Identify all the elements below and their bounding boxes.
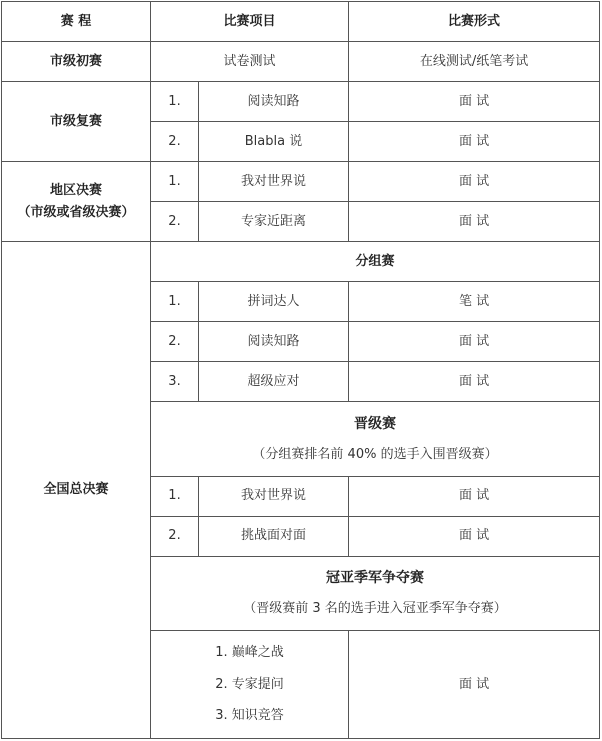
championship-format: 面 试 [349,630,600,738]
championship-stage-title: 冠亚季军争夺赛 [326,570,424,586]
row-item: 我对世界说 [199,162,349,202]
row-number: 2. [151,122,199,162]
row-item: 阅读知路 [199,82,349,122]
row-item: 挑战面对面 [199,516,349,556]
championship-items [151,630,349,738]
championship-stage-note: （晋级赛前 3 名的选手进入冠亚季军争夺赛） [243,600,507,616]
list-item: 3. 知识竞答 [215,708,284,724]
row-number: 2. [151,516,199,556]
regional-final-stage-title: 地区决赛 [49,183,102,199]
row-number: 1. [151,82,199,122]
row-number: 1. [151,162,199,202]
row-item: Blabla 说 [199,122,349,162]
row-number: 1. [151,476,199,516]
regional-final-stage [2,162,151,242]
row-number: 1. [151,282,199,322]
row-format: 面 试 [349,516,600,556]
row-number: 2. [151,202,199,242]
row-format: 面 试 [349,122,600,162]
row-number: 3. [151,362,199,402]
promotion-stage-header [151,402,600,476]
header-row [2,2,600,42]
row-format: 笔 试 [349,282,600,322]
table-row [2,162,600,202]
table-row [2,82,600,122]
row-format: 面 试 [349,476,600,516]
row-format: 面 试 [349,202,600,242]
row-format: 面 试 [349,362,600,402]
championship-stage-header [151,556,600,630]
row-item: 专家近距离 [199,202,349,242]
city-prelim-stage: 市级初赛 [2,42,151,82]
group-stage-title: 分组赛 [151,242,600,282]
city-prelim-row [2,42,600,82]
regional-final-stage-subtitle: （市级或省级决赛） [17,204,135,220]
group-stage-title-row [2,242,600,282]
header-stage: 赛 程 [2,2,151,42]
row-item: 阅读知路 [199,322,349,362]
row-format: 面 试 [349,162,600,202]
promotion-stage-title: 晋级赛 [354,415,396,432]
national-final-stage: 全国总决赛 [2,242,151,739]
row-format: 面 试 [349,82,600,122]
city-semifinal-stage: 市级复赛 [2,82,151,162]
city-prelim-item: 试卷测试 [151,42,349,82]
competition-schedule-table [1,1,600,739]
list-item: 2. 专家提问 [215,676,284,692]
row-item: 超级应对 [199,362,349,402]
row-item: 拼词达人 [199,282,349,322]
city-prelim-format: 在线测试/纸笔考试 [349,42,600,82]
row-format: 面 试 [349,322,600,362]
promotion-stage-note: （分组赛排名前 40% 的选手入围晋级赛） [252,446,498,462]
row-item: 我对世界说 [199,476,349,516]
row-number: 2. [151,322,199,362]
list-item: 1. 巅峰之战 [215,644,284,660]
header-item: 比赛项目 [151,2,349,42]
header-format: 比赛形式 [349,2,600,42]
